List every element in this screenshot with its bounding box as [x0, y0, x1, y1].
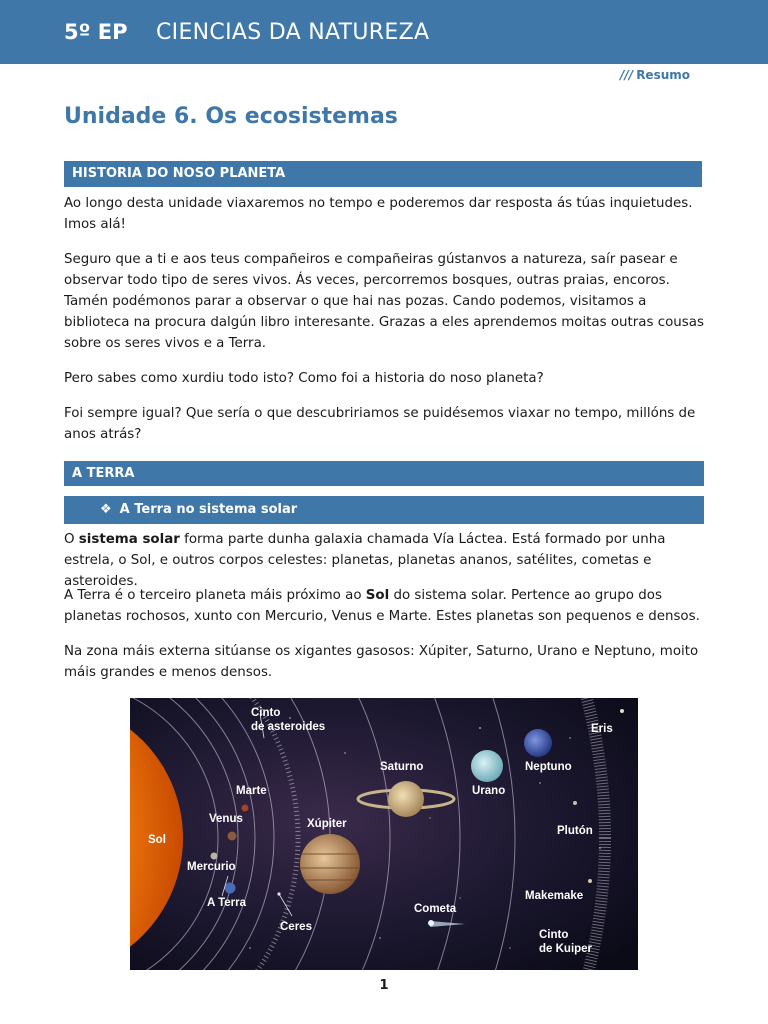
paragraph-question-time: Foi sempre igual? Que sería o que descubririamos se puidésemos viaxar no tempo, millóns de anos atrás?: [64, 406, 696, 442]
slashes-decoration: ///: [620, 68, 634, 82]
diamond-bullet-icon: ❖: [100, 502, 112, 517]
earth-planet: [225, 883, 236, 894]
neptune-planet: [524, 729, 552, 757]
mars-planet: [242, 805, 249, 812]
bold-term-sun: Sol: [365, 588, 390, 603]
label-jupiter: Xúpiter: [307, 818, 347, 830]
paragraph-question-origin: Pero sabes como xurdiu todo isto? Como foi a historia do noso planeta?: [64, 371, 544, 386]
bold-term-solar-system: sistema solar: [78, 532, 180, 547]
text-run: do sistema solar. Pertence ao grupo dos planetas rochosos, xunto con Mercurio, Venus e Marte. Estes planetas son pequenos e densos.: [64, 588, 700, 624]
paragraph-intro: Ao longo desta unidade viaxaremos no tempo e poderemos dar resposta ás túas inquietudes. Imos alá!: [64, 196, 693, 232]
label-kuiper-belt-2: de Kuiper: [539, 943, 593, 955]
label-venus: Venus: [209, 813, 243, 825]
label-comet: Cometa: [414, 903, 457, 915]
paragraph-earth-position: [64, 585, 704, 627]
label-mercury: Mercurio: [187, 861, 236, 873]
label-uranus: Urano: [472, 785, 506, 797]
paragraph-solar-system: [64, 529, 704, 592]
section-heading-earth: A TERRA: [64, 461, 704, 486]
text-run: Na zona máis externa sitúanse os xigantes gasosos: Xúpiter, Saturno, Urano e Neptuno, moito máis grandes e menos densos.: [64, 644, 699, 680]
page-number: 1: [379, 978, 389, 993]
label-asteroid-belt-2: de asteroides: [251, 721, 326, 733]
subsection-title: A Terra no sistema solar: [119, 502, 298, 517]
solar-system-illustration: [130, 698, 638, 970]
grade-label: 5º EP: [64, 20, 128, 44]
uranus-planet: [471, 750, 503, 782]
makemake-dwarf: [588, 879, 592, 883]
eris-dwarf: [620, 709, 624, 713]
label-kuiper-belt-1: Cinto: [539, 929, 569, 941]
pluto-dwarf: [573, 801, 577, 805]
label-neptune: Neptuno: [525, 761, 572, 773]
summary-label: Resumo: [636, 68, 690, 82]
text-run: A Terra é o terceiro planeta máis próximo ao: [64, 588, 366, 603]
paragraph-gas-giants: [64, 641, 704, 683]
saturn-planet: [388, 781, 424, 817]
label-ceres: Ceres: [280, 921, 312, 933]
subsection-heading-solar-system: [64, 496, 704, 524]
label-mars: Marte: [236, 785, 267, 797]
label-sun: Sol: [148, 834, 166, 846]
subject-title: CIENCIAS DA NATUREZA: [156, 20, 430, 45]
solar-system-svg: [130, 698, 638, 970]
header-band: [0, 0, 768, 64]
comet-head: [428, 920, 434, 926]
venus-planet: [228, 832, 237, 841]
label-makemake: Makemake: [525, 890, 584, 902]
label-pluto: Plutón: [557, 825, 593, 837]
label-eris: Eris: [591, 723, 613, 735]
summary-tag: [620, 68, 690, 82]
label-asteroid-belt-1: Cinto: [251, 707, 281, 719]
unit-title: Unidade 6. Os ecosistemas: [64, 104, 398, 129]
label-saturn: Saturno: [380, 761, 424, 773]
text-run: O: [64, 532, 79, 547]
paragraph-explore: Seguro que a ti e aos teus compañeiros e compañeiras gústanvos a natureza, saír pasear e observar todo tipo de seres vivos. Ás veces, percorremos bosques, outras praias, encoros. Tamén podémonos parar a observar o que hai nas pozas. Cando podemos, visitamos a biblioteca na procura dalgún libro interesante. Grazas a eles aprendemos moitas outras cousas sobre os seres vivos e a Terra.: [64, 252, 704, 351]
text-run: forma parte dunha galaxia chamada Vía Láctea. Está formado por unha estrela, o Sol, e outros corpos celestes: planetas, planetas ananos, satélites, cometas e asteroides.: [64, 532, 666, 589]
mercury-planet: [211, 853, 218, 860]
label-earth: A Terra: [207, 897, 246, 909]
jupiter-planet: [300, 834, 360, 894]
section-heading-history: HISTORIA DO NOSO PLANETA: [64, 161, 702, 187]
